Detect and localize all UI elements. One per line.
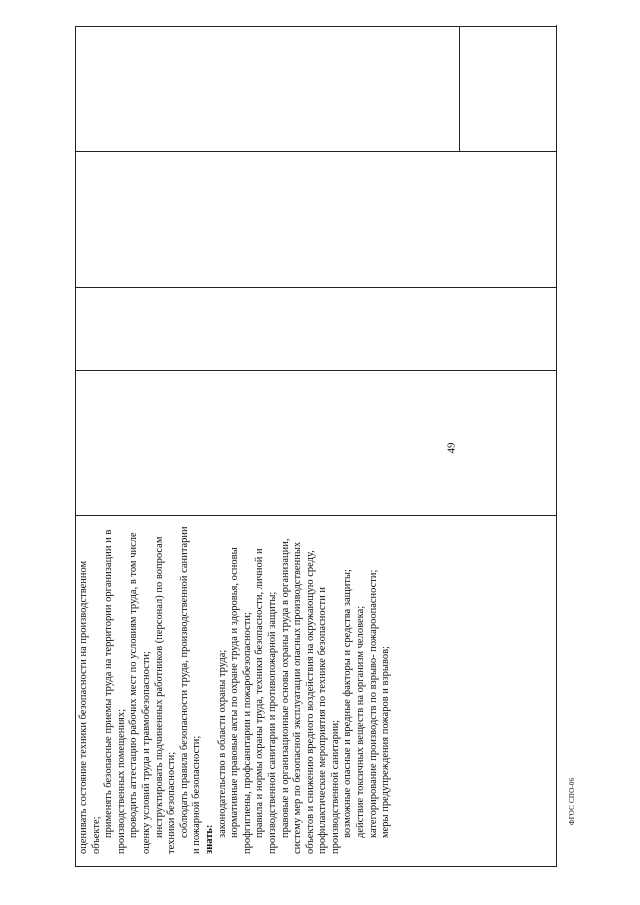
content-line: правовые и организационные основы охраны труда в организации, систему мер по безопасной эксплуатации опасных производственных объектов и снижению вредного воздействия на окружающую среду, профилактические мероприятия по технике безопасности и производственной санитарии; [279, 538, 341, 854]
content-line: правила и нормы охраны труда, техники безопасности, личной и производственной санитарии и противопожарной защиты; [254, 548, 278, 854]
content-line: нормативные правовые акты по охране труда и здоровья, основы профгигиены, профсанитарии и пожаробезопасности; [229, 547, 253, 854]
document-code: ФГОС СПО-06 [568, 777, 576, 825]
empty-cell [76, 371, 557, 516]
content-line: оценивать состояние техники безопасности на производственном объекте; [78, 560, 102, 854]
table-row [76, 27, 460, 867]
content-line: действие токсичных веществ на организм человека; [355, 605, 367, 838]
table-grid [75, 26, 557, 867]
content-line: возможные опасные и вредные факторы и средства защиты; [342, 569, 354, 838]
content-line: применять безопасные приемы труда на территории организации и в производственных помещениях; [103, 529, 127, 854]
empty-cell [76, 288, 557, 371]
content-line: законодательство в области охраны труда; [216, 649, 228, 838]
empty-cell [76, 152, 557, 288]
content-cell [76, 516, 557, 867]
content-line: инструктировать подчиненных работников (персонал) по вопросам техники безопасности; [153, 536, 178, 854]
section-heading: знать: [203, 824, 215, 854]
empty-cell [76, 27, 460, 152]
content-line: категорирование производств по взрыво- пожароопасности; [367, 569, 379, 838]
content-line: соблюдать правила безопасности труда, производственной санитарии и пожарной безопасности; [178, 526, 203, 854]
content-text [76, 516, 393, 866]
competency-table [75, 32, 557, 867]
empty-cell [460, 27, 557, 152]
content-line: меры предупреждения пожаров и взрывов; [380, 646, 392, 838]
content-line: проводить аттестацию рабочих мест по условиям труда, в том числе оценку условий труда и травмобезопасности; [128, 532, 152, 854]
page-number: 49 [445, 442, 458, 454]
